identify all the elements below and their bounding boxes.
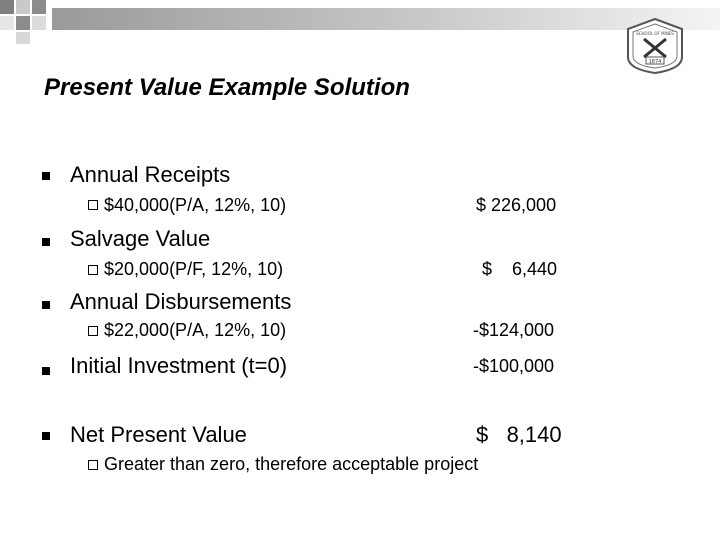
header-band	[0, 0, 720, 48]
item-annual-receipts: Annual Receipts	[70, 162, 231, 187]
item-receipts-value: $ 226,000	[476, 195, 557, 215]
bullet-hollow-square-icon	[88, 460, 98, 470]
svg-text:SCHOOL OF MINES: SCHOOL OF MINES	[636, 31, 674, 36]
item-npv-value: $ 8,140	[476, 422, 562, 447]
item-salvage-value: Salvage Value	[70, 226, 211, 251]
slide-title: Present Value Example Solution	[44, 74, 410, 101]
bullet-hollow-square-icon	[88, 326, 98, 336]
item-receipts-formula: $40,000(P/A, 12%, 10)	[104, 195, 287, 215]
item-salvage-formula: $20,000(P/F, 12%, 10)	[104, 259, 284, 279]
item-initial-investment: Initial Investment (t=0)	[70, 353, 288, 378]
bullet-square-icon	[42, 367, 50, 375]
bullet-square-icon	[42, 301, 50, 309]
item-disbursements-formula: $22,000(P/A, 12%, 10)	[104, 320, 287, 340]
school-seal-logo	[624, 17, 686, 75]
item-net-present-value: Net Present Value	[70, 422, 247, 447]
bullet-square-icon	[42, 432, 50, 440]
item-initial-investment-value: -$100,000	[473, 356, 555, 376]
svg-text:1874: 1874	[648, 59, 662, 65]
bullet-hollow-square-icon	[88, 265, 98, 275]
bullet-square-icon	[42, 238, 50, 246]
bullet-square-icon	[42, 172, 50, 180]
bullet-hollow-square-icon	[88, 200, 98, 210]
item-disbursements-value: -$124,000	[473, 320, 555, 340]
item-npv-conclusion: Greater than zero, therefore acceptable project	[104, 454, 479, 474]
item-salvage-amount: $ 6,440	[482, 259, 558, 279]
item-annual-disbursements: Annual Disbursements	[70, 289, 292, 314]
